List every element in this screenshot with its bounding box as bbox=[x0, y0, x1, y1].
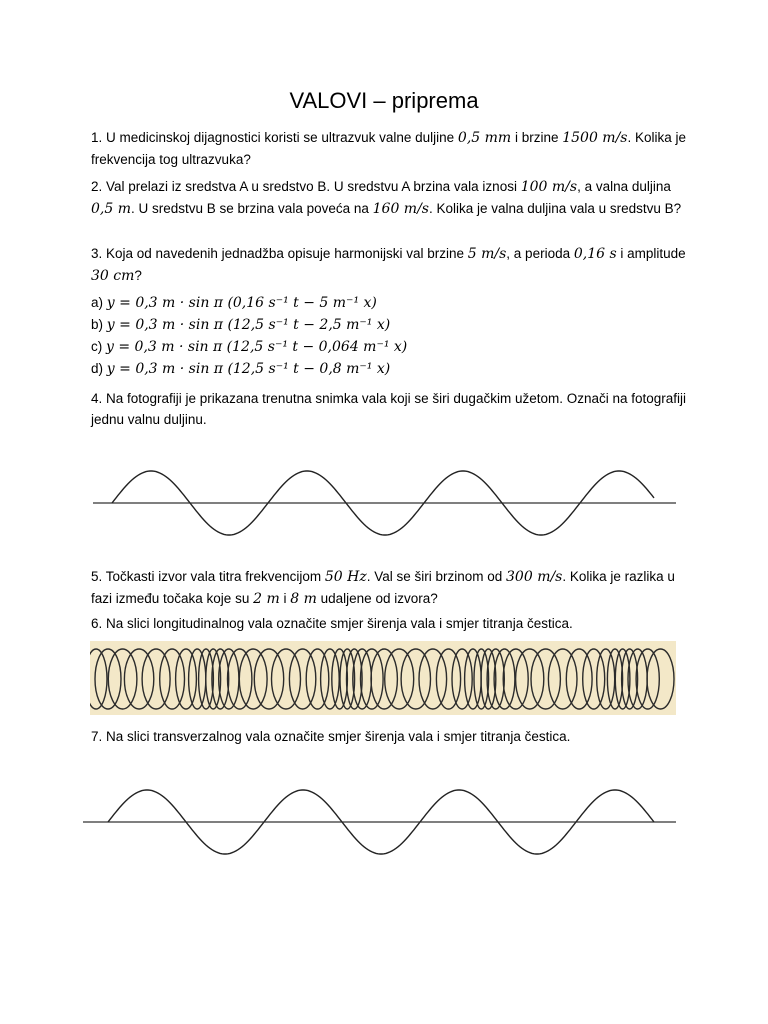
rope-wave-figure bbox=[0, 455, 768, 555]
option-equation: y = 0,3 m · sin π (12,5 s⁻¹ t − 0,8 m⁻¹ x) bbox=[106, 361, 391, 377]
q1-text-b: i brzine bbox=[511, 130, 563, 145]
spring-coil bbox=[566, 649, 592, 709]
option-b[interactable] bbox=[91, 314, 407, 336]
q5-text-c: . Kolika je razlika u fazi između točaka koje su bbox=[91, 569, 675, 606]
transverse-wave-figure bbox=[0, 772, 768, 872]
q3-text-a: 3. Koja od navedenih jednadžba opisuje harmonijski val brzine bbox=[91, 246, 468, 261]
q3-math-speed: 5 m/s bbox=[467, 246, 507, 262]
spring-coil bbox=[189, 649, 206, 709]
spring-coil bbox=[306, 649, 329, 709]
q2-math-wavelength: 0,5 m bbox=[91, 201, 131, 217]
option-equation: y = 0,3 m · sin π (0,16 s⁻¹ t − 5 m⁻¹ x) bbox=[106, 295, 377, 311]
spring-coil bbox=[176, 649, 197, 709]
spring-coil bbox=[108, 649, 137, 709]
q3-text-d: ? bbox=[134, 268, 142, 283]
q1-text-a: 1. U medicinskoj dijagnostici koristi se ultrazvuk valne duljine bbox=[91, 130, 458, 145]
q5-text-d: i bbox=[279, 591, 291, 606]
spring-coil bbox=[465, 649, 482, 709]
option-label: c) bbox=[91, 339, 103, 354]
question-3 bbox=[91, 243, 691, 287]
question-5 bbox=[91, 566, 691, 610]
option-d[interactable] bbox=[91, 358, 407, 380]
q1-math-wavelength: 0,5 mm bbox=[457, 130, 512, 146]
spring-coil bbox=[401, 649, 430, 709]
spring-coil bbox=[452, 649, 472, 709]
question-6: 6. Na slici longitudinalnog vala označite smjer širenja vala i smjer titranja čestica. bbox=[91, 616, 573, 631]
q5-text-a: 5. Točkasti izvor vala titra frekvencijom bbox=[91, 569, 325, 584]
spring-coil bbox=[647, 649, 674, 709]
q2-text-a: 2. Val prelazi iz sredstva A u sredstvo B. U sredstvu A brzina vala iznosi bbox=[91, 179, 521, 194]
q2-math-speed-b: 160 m/s bbox=[372, 201, 429, 217]
question-4: 4. Na fotografiji je prikazana trenutna snimka vala koji se širi dugačkim užetom. Označi na fotografiji jednu valnu duljinu. bbox=[91, 391, 687, 427]
q2-math-speed-a: 100 m/s bbox=[520, 179, 578, 195]
option-label: a) bbox=[91, 295, 104, 310]
spring-coil bbox=[272, 649, 301, 709]
spring-coil bbox=[516, 649, 544, 709]
q3-math-period: 0,16 s bbox=[573, 246, 617, 262]
q2-text-d: . Kolika je valna duljina vala u sredstvu B? bbox=[428, 201, 682, 216]
spring-coil bbox=[124, 649, 153, 709]
q5-text-b: . Val se širi brzinom od bbox=[366, 569, 507, 584]
question-1 bbox=[91, 127, 691, 170]
q2-text-b: , a valna duljina bbox=[577, 179, 671, 194]
spring-coil bbox=[436, 649, 460, 709]
question-2 bbox=[91, 176, 691, 220]
q3-text-c: i amplitude bbox=[616, 246, 686, 261]
spring-coil bbox=[548, 649, 577, 709]
spring-coil bbox=[583, 649, 605, 709]
spring-coil bbox=[531, 649, 560, 709]
option-c[interactable] bbox=[91, 336, 407, 358]
answer-options bbox=[91, 292, 407, 380]
option-label: b) bbox=[91, 317, 104, 332]
q1-math-speed: 1500 m/s bbox=[562, 130, 628, 146]
option-equation: y = 0,3 m · sin π (12,5 s⁻¹ t − 0,064 m⁻¹ x) bbox=[106, 339, 408, 355]
longitudinal-spring-image bbox=[90, 641, 676, 715]
option-a[interactable] bbox=[91, 292, 407, 314]
q1-text-c: . Kolika je frekvencija tog ultrazvuka? bbox=[91, 130, 687, 167]
option-equation: y = 0,3 m · sin π (12,5 s⁻¹ t − 2,5 m⁻¹ x) bbox=[106, 317, 391, 333]
page-title: VALOVI – priprema bbox=[289, 88, 479, 113]
option-label: d) bbox=[91, 361, 104, 376]
spring-coils bbox=[90, 641, 676, 715]
spring-coil bbox=[142, 649, 170, 709]
q5-math-frequency: 50 Hz bbox=[324, 569, 367, 585]
spring-coil bbox=[321, 649, 340, 709]
spring-coil bbox=[160, 649, 185, 709]
q3-math-amplitude: 30 cm bbox=[91, 268, 135, 284]
q3-text-b: , a perioda bbox=[506, 246, 574, 261]
spring-coil bbox=[597, 649, 615, 709]
question-7: 7. Na slici transverzalnog vala označite smjer širenja vala i smjer titranja čestica. bbox=[91, 729, 571, 744]
spring-coil bbox=[385, 649, 414, 709]
q2-text-c: . U sredstvu B se brzina vala poveća na bbox=[131, 201, 373, 216]
spring-coil bbox=[289, 649, 315, 709]
q5-text-e: udaljene od izvora? bbox=[316, 591, 438, 606]
q5-math-distance-1: 2 m bbox=[253, 591, 280, 607]
spring-coil bbox=[419, 649, 447, 709]
spring-coil bbox=[239, 649, 267, 709]
q5-math-distance-2: 8 m bbox=[290, 591, 317, 607]
q5-math-speed: 300 m/s bbox=[506, 569, 563, 585]
spring-coil bbox=[254, 649, 283, 709]
